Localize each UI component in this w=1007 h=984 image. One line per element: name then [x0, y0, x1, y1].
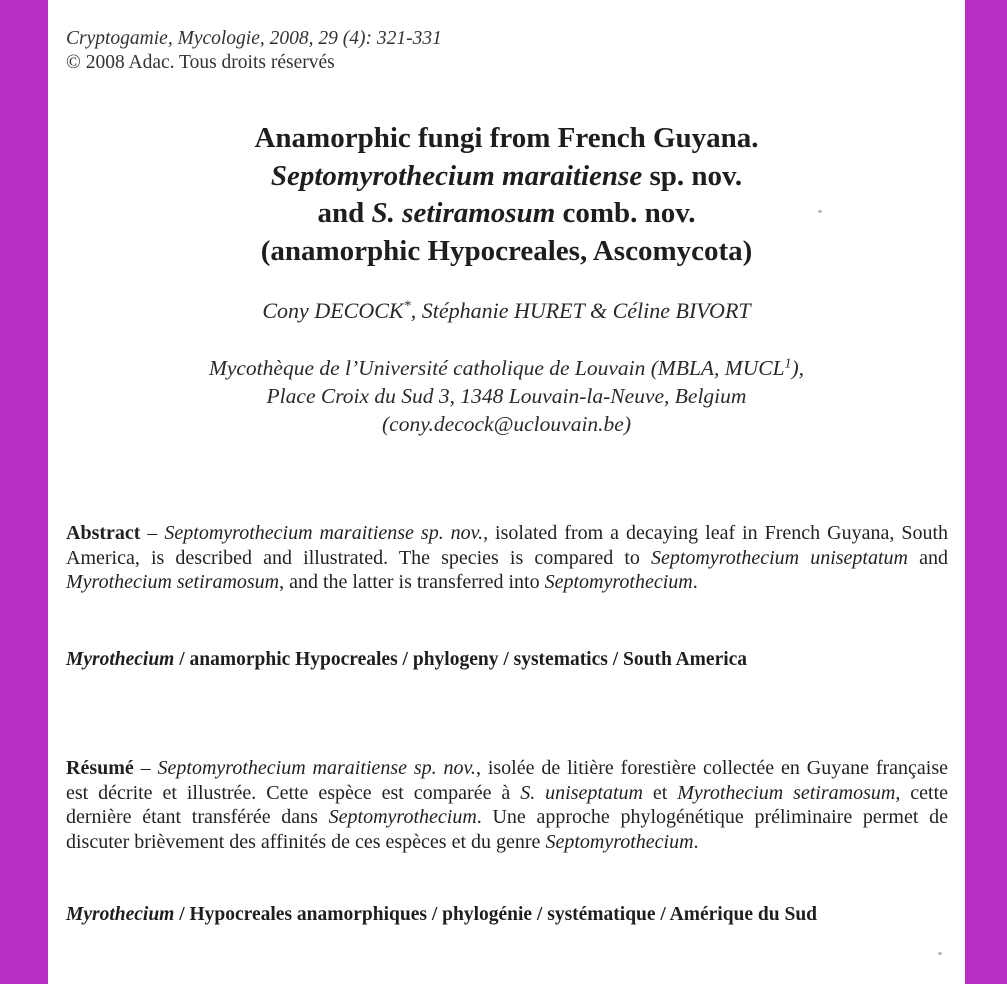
title-line-4: (anamorphic Hypocreales, Ascomycota) [260, 234, 753, 267]
journal-header [66, 27, 442, 75]
resume-label: Résumé [66, 757, 134, 779]
title-comb-species: S. setiramosum [371, 197, 556, 229]
paper-title [48, 120, 965, 270]
author-email: (cony.decock@uclouvain.be) [382, 412, 631, 436]
corresponding-author-mark: * [403, 298, 411, 315]
scan-speck [818, 210, 822, 213]
journal-citation: Cryptogamie, Mycologie, 2008, 29 (4): 321-331 [66, 28, 442, 49]
footnote-mark: 1 [784, 356, 792, 372]
copyright-notice: © 2008 Adac. Tous droits réservés [66, 52, 335, 73]
abstract-label: Abstract [66, 522, 141, 544]
scan-speck [938, 952, 942, 955]
keywords-french: Myrothecium / Hypocreales anamorphiques / phylogénie / systématique / Amérique du Sud [66, 904, 818, 925]
keywords-english: Myrothecium / anamorphic Hypocreales / phylogeny / systematics / South America [66, 649, 748, 670]
resume-paragraph: Résumé – Septomyrothecium maraitiense sp. nov., isolée de litière forestière collectée en Guyane française est décrite et illustrée. Cette espèce est comparée à S. uniseptatum et Myrothecium setiramosum, cette dernière étant transférée dans Septomyrothecium. Une approche phylogénétique préliminaire permet de discuter brièvement des affinités de ces espèces et du genre Septomyrothecium. [66, 757, 949, 853]
title-species-name: Septomyrothecium maraitiense [270, 159, 643, 192]
title-line-1: Anamorphic fungi from French Guyana. [254, 122, 759, 154]
affiliation [48, 354, 965, 438]
abstract-paragraph: Abstract – Septomyrothecium maraitiense sp. nov., isolated from a decaying leaf in French Guyana, South America, is described and illustrated. The species is compared to Septomyrothecium uniseptatum and Myrothecium setiramosum, and the latter is transferred into Septomyrothecium. [66, 522, 949, 593]
paper-page [48, 0, 965, 984]
title-line-2: Septomyrothecium maraitiense sp. nov. [270, 159, 743, 192]
affiliation-address: Place Croix du Sud 3, 1348 Louvain-la-Neuve, Belgium [266, 384, 747, 408]
author-list: Cony DECOCK*, Stéphanie HURET & Céline BIVORT [262, 298, 751, 323]
title-line-3: and S. setiramosum comb. nov. [317, 197, 696, 229]
affiliation-line-1: Mycothèque de l’Université catholique de Louvain (MBLA, MUCL$^1$), [208, 356, 805, 380]
